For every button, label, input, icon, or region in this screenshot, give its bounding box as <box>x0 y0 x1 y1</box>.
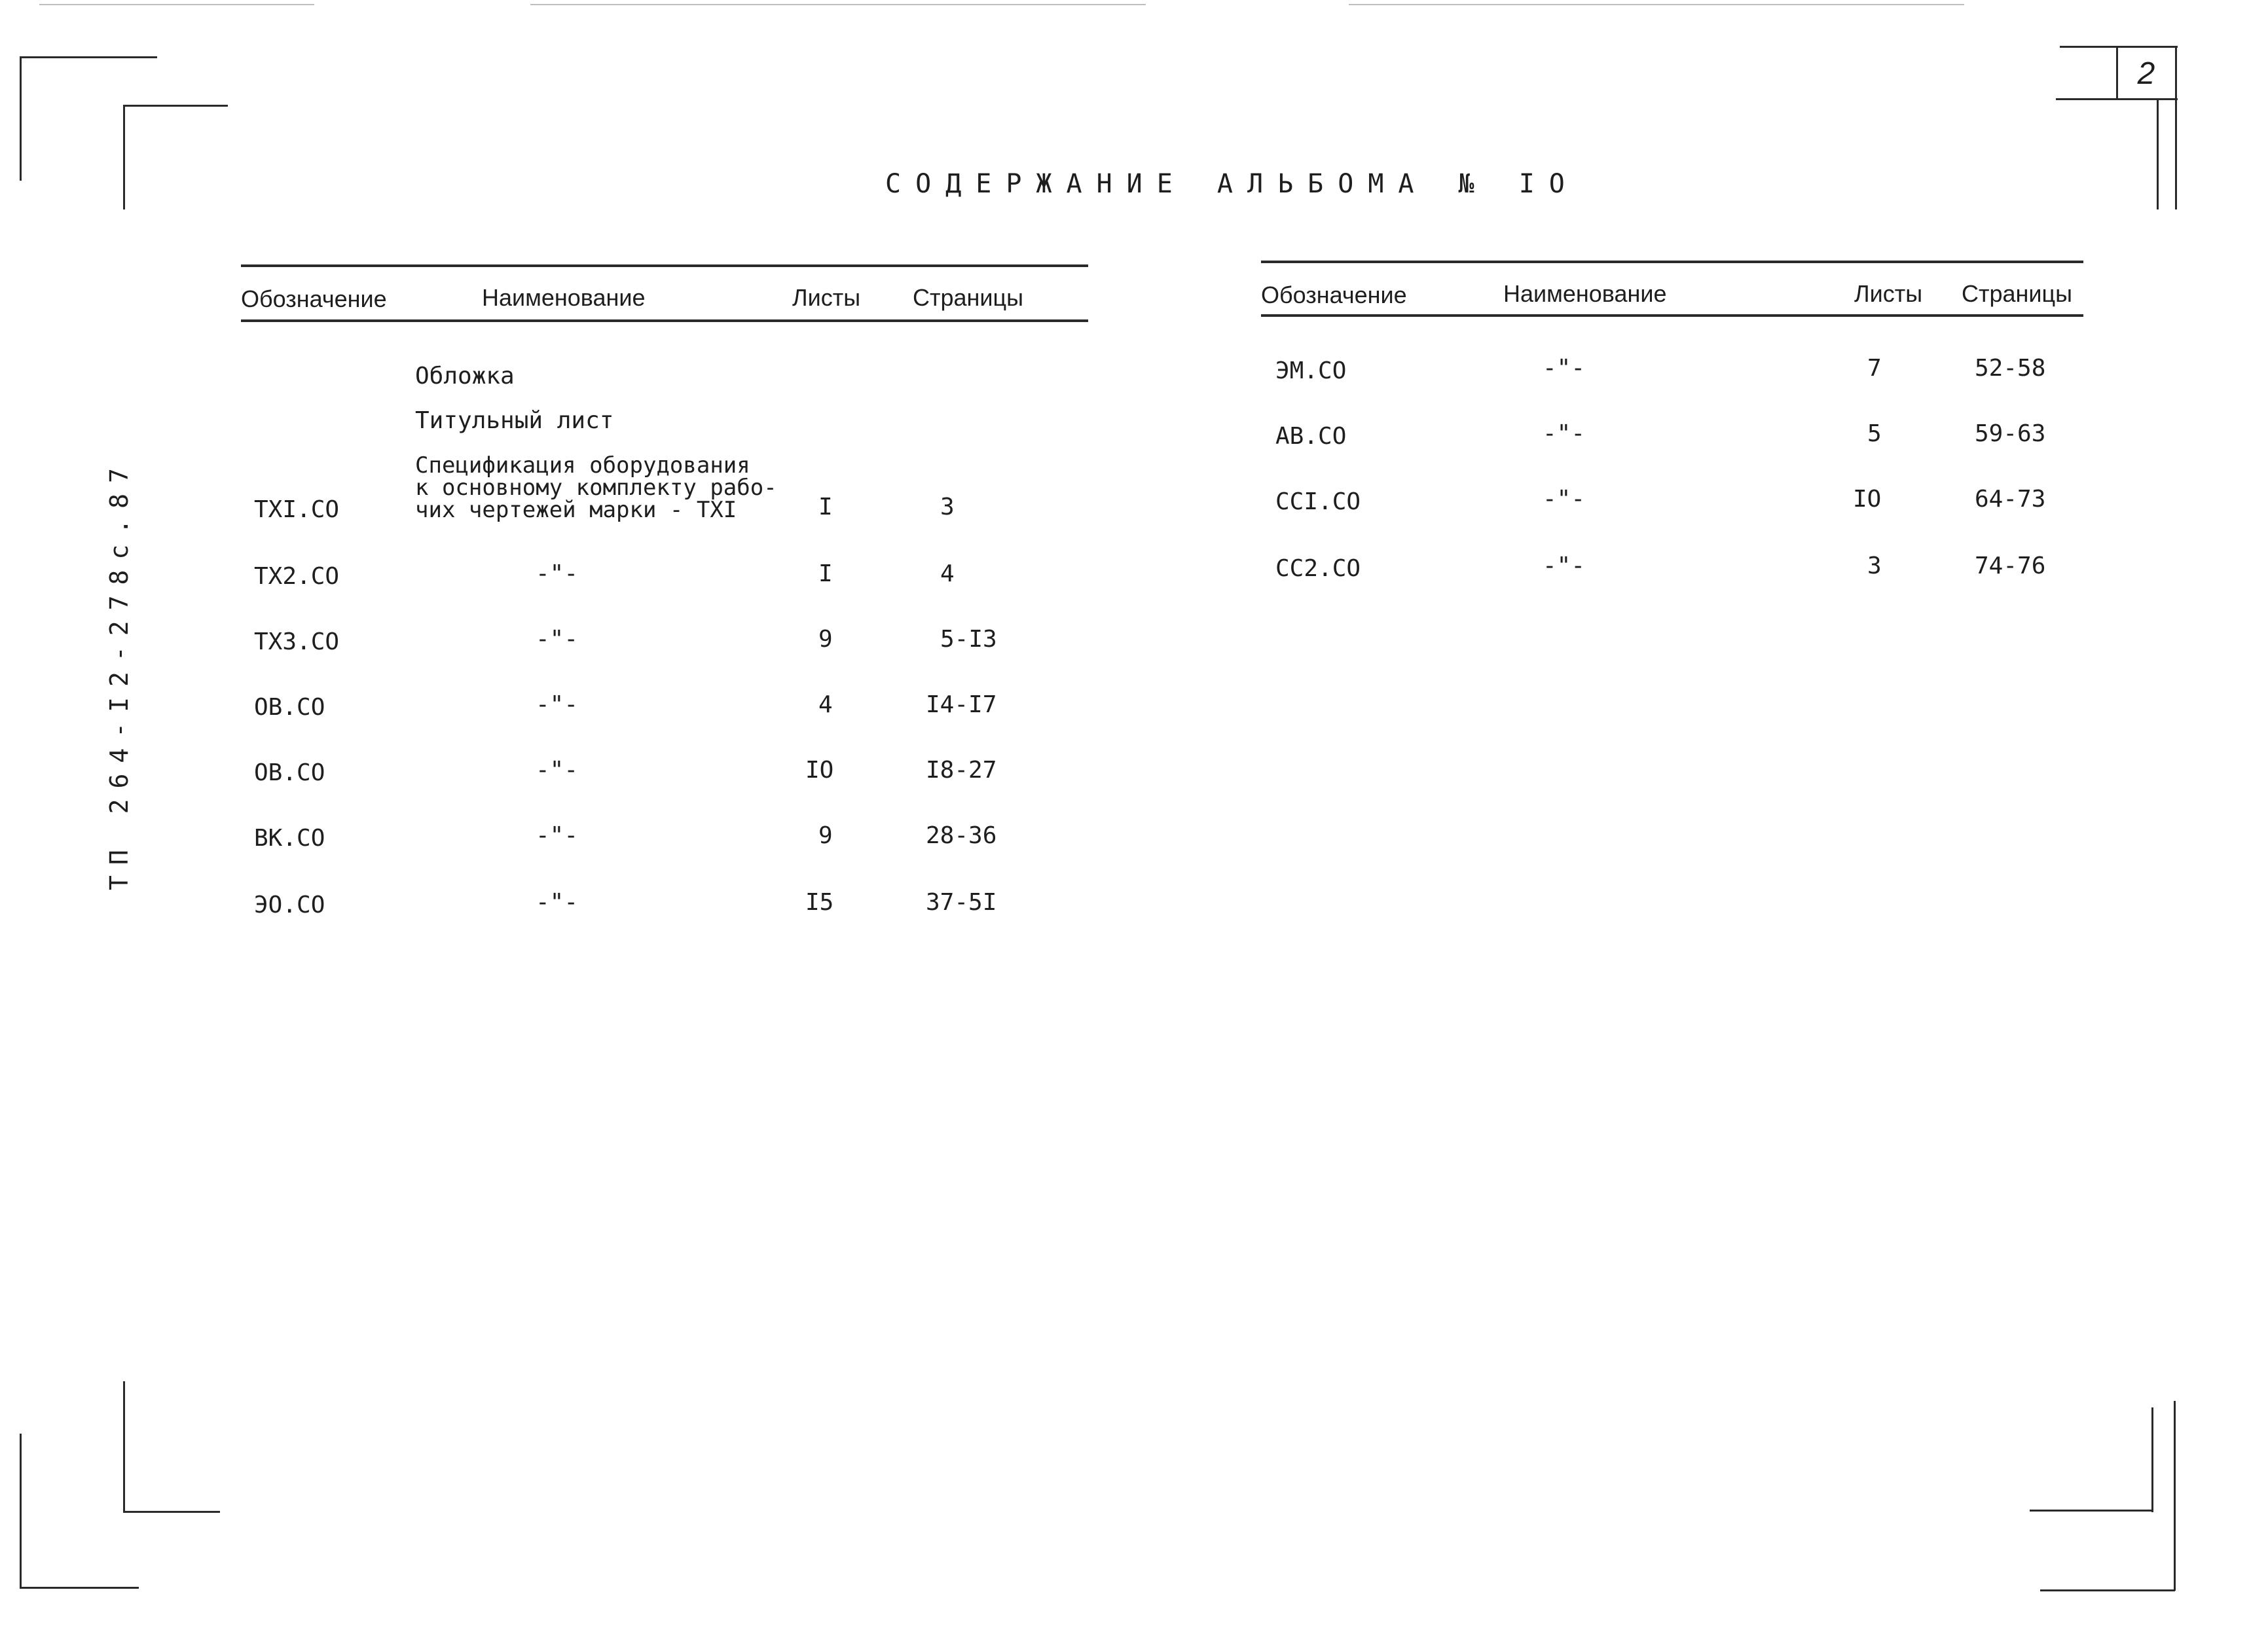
header-sheets: Листы <box>1854 280 1923 307</box>
header-name: Наименование <box>1503 280 1667 307</box>
frame-mark <box>123 105 228 107</box>
frame-mark <box>2040 1589 2175 1591</box>
row-sheets: I5 <box>805 889 834 916</box>
album-title: СОДЕРЖАНИЕ АЛЬБОМА № IO <box>885 169 1579 199</box>
row-designation: АВ.СО <box>1275 423 1347 450</box>
row-sheets: IO <box>1853 486 1882 513</box>
frame-mark <box>2174 1401 2176 1591</box>
intro-item: Титульный лист <box>415 407 614 434</box>
spec-line: чих чертежей марки - ТХI <box>415 497 737 523</box>
frame-mark <box>2060 46 2178 48</box>
row-pages: 64-73 <box>1975 486 2046 513</box>
row-pages: 5-I3 <box>940 626 997 653</box>
edge-mark <box>39 4 314 5</box>
row-designation: СС2.СО <box>1275 555 1361 582</box>
row-designation: ВК.СО <box>254 825 325 852</box>
frame-mark <box>123 1381 125 1512</box>
frame-mark <box>20 1434 22 1588</box>
edge-mark <box>1349 4 1964 5</box>
row-designation: ТХ2.СО <box>254 563 340 590</box>
row-pages: 74-76 <box>1975 553 2046 579</box>
row-sheets: IO <box>805 757 834 784</box>
intro-item: Обложка <box>415 363 515 390</box>
header-designation: Обозначение <box>1261 281 1407 308</box>
header-pages: Страницы <box>1962 280 2073 307</box>
row-pages: I4-I7 <box>926 691 997 718</box>
side-document-code: ТП 264-I2-278c.87 <box>105 458 134 890</box>
frame-mark <box>20 1587 139 1589</box>
row-pages: 37-5I <box>926 889 997 916</box>
row-name: -"- <box>1543 355 1586 382</box>
table-rule-top <box>1261 261 2083 263</box>
header-sheets: Листы <box>792 284 861 311</box>
row-pages: 4 <box>940 560 955 587</box>
row-designation: ССI.СО <box>1275 488 1361 515</box>
row-sheets: 9 <box>818 626 833 653</box>
frame-mark <box>123 1511 220 1513</box>
edge-mark <box>530 4 1146 5</box>
row-sheets: 5 <box>1867 420 1882 447</box>
row-sheets: I <box>818 494 833 520</box>
frame-mark <box>2151 1407 2153 1512</box>
row-sheets: 4 <box>818 691 833 718</box>
row-pages: 3 <box>940 494 955 520</box>
row-pages: 52-58 <box>1975 355 2046 382</box>
table-rule-header <box>1261 314 2083 317</box>
row-sheets: I <box>818 560 833 587</box>
row-designation: ЭО.СО <box>254 892 325 918</box>
row-name: -"- <box>536 626 579 653</box>
row-name: -"- <box>1543 486 1586 513</box>
frame-mark <box>2157 98 2159 209</box>
row-pages: 59-63 <box>1975 420 2046 447</box>
row-sheets: 7 <box>1867 355 1882 382</box>
row-designation: ОВ.СО <box>254 694 325 721</box>
table-rule-top <box>241 264 1088 267</box>
frame-mark <box>2030 1510 2153 1512</box>
row-name: -"- <box>536 889 579 916</box>
page-number: 2 <box>2137 56 2155 91</box>
frame-mark <box>123 105 125 209</box>
header-designation: Обозначение <box>241 285 387 312</box>
row-designation: ТХ3.СО <box>254 628 340 655</box>
header-name: Наименование <box>482 284 646 311</box>
frame-mark <box>20 56 157 58</box>
row-pages: 28-36 <box>926 822 997 849</box>
row-name: -"- <box>1543 553 1586 579</box>
row-sheets: 3 <box>1867 553 1882 579</box>
row-name: -"- <box>536 691 579 718</box>
row-name: -"- <box>536 757 579 784</box>
row-pages: I8-27 <box>926 757 997 784</box>
row-name: -"- <box>536 560 579 587</box>
spec-line: к основному комплекту рабо- <box>415 475 777 501</box>
header-pages: Страницы <box>913 284 1024 311</box>
row-designation: ЭМ.СО <box>1275 357 1347 384</box>
row-sheets: 9 <box>818 822 833 849</box>
row-name: -"- <box>536 822 579 849</box>
row-designation: ОВ.СО <box>254 759 325 786</box>
frame-mark <box>20 56 22 181</box>
table-rule-header <box>241 319 1088 322</box>
row-name: -"- <box>1543 420 1586 447</box>
frame-mark <box>2056 98 2178 100</box>
row-designation: ТХI.СО <box>254 496 340 523</box>
spec-line: Спецификация оборудования <box>415 452 750 479</box>
